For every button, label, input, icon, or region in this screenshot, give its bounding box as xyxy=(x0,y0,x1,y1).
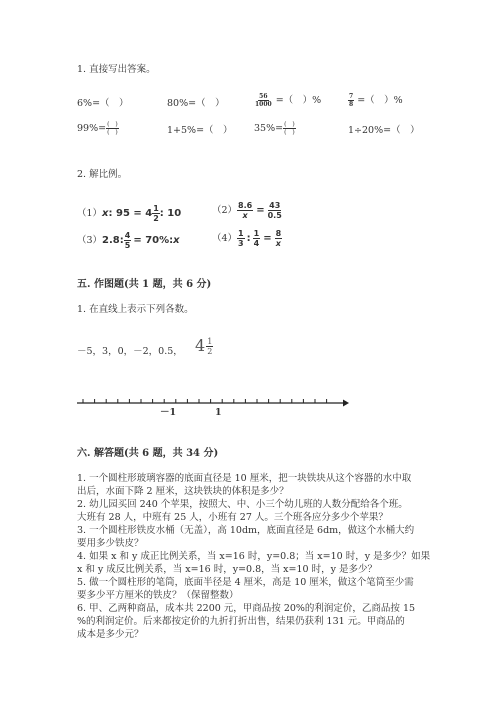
tick-label-1: 1 xyxy=(215,407,222,418)
numbers-list: －5，3，0，－2，0.5， xyxy=(77,346,183,357)
q-99-percent xyxy=(77,121,119,136)
item-label: （4） xyxy=(212,233,238,244)
proportion-4 xyxy=(212,229,282,248)
problem-line: 要用多少铁皮？ xyxy=(77,538,144,549)
proportion-3 xyxy=(77,231,180,250)
problem-line: 大班有 28 人，中班有 25 人，小班有 27 人。三个班各应分多少个苹果？ xyxy=(77,512,388,523)
frac-num: 1 xyxy=(153,204,159,213)
problem-line: 2. 幼儿园买回 240 个苹果，按照大、中、小三个幼儿班的人数分配给各个班。 xyxy=(77,499,408,510)
problem-line: 5. 做一个圆柱形的笔筒，底面半径是 4 厘米，高是 10 厘米，做这个笔筒至少需 xyxy=(77,577,414,588)
q-6-percent: 6%=（ ） xyxy=(77,98,129,109)
q-56-over-1000 xyxy=(254,93,321,108)
var-x: x xyxy=(102,208,109,219)
number-line xyxy=(75,395,350,415)
var-x: x xyxy=(173,235,180,246)
frac-den: x xyxy=(242,211,248,220)
problem-line: 成本是多少元？ xyxy=(77,629,144,640)
problem-line: 3. 一个圆柱形铁皮水桶（无盖），高 10dm，底面直径是 6dm，做这个水桶大约 xyxy=(77,525,415,536)
expr: 2.8: xyxy=(102,235,124,246)
frac-den: 5 xyxy=(124,241,131,250)
frac-num: 4 xyxy=(124,231,131,240)
expr-tail: : 10 xyxy=(159,208,182,219)
proportion-2 xyxy=(212,201,282,220)
q-35-percent xyxy=(254,121,296,136)
section5-heading: 五. 作图题(共 1 题，共 6 分) xyxy=(77,279,212,290)
frac-num: 1 xyxy=(238,229,244,238)
problem-line: 要多少平方厘米的铁皮？（保留整数） xyxy=(77,590,239,601)
arrow-right-icon xyxy=(343,400,349,407)
frac-den: ( ) xyxy=(107,129,118,136)
frac-den: 2 xyxy=(153,214,159,223)
problem-line: x 和 y 成反比例关系，当 x=16 时，y=0.8，当 x=10 时，y 是多少？ xyxy=(77,564,377,575)
frac-num: 8.6 xyxy=(238,201,253,210)
frac-den: 1000 xyxy=(255,101,272,108)
expr-tail: = 70%: xyxy=(133,235,174,246)
frac-den: x xyxy=(275,239,281,248)
frac-den: 2 xyxy=(207,346,213,356)
frac-tail: =（ ）% xyxy=(357,95,403,106)
q-80-percent: 80%=（ ） xyxy=(167,98,225,109)
frac-num: 1 xyxy=(253,229,260,238)
item-label: （1） xyxy=(77,208,103,219)
frac-num: 7 xyxy=(349,93,354,100)
frac-den: ( ) xyxy=(284,129,295,136)
proportion-1 xyxy=(77,204,181,223)
tick-label-neg1: －1 xyxy=(160,407,177,418)
problem-line: 出后，水面下降 2 厘米，这块铁块的体积是多少？ xyxy=(77,486,289,497)
equals: = xyxy=(256,205,265,216)
item-label: （2） xyxy=(212,205,238,216)
frac-den: 0.5 xyxy=(267,211,282,220)
mixed-whole: 4 xyxy=(195,336,206,355)
frac-tail: =（ ）% xyxy=(275,95,322,106)
frac-num: ( ) xyxy=(284,121,295,128)
q-head: 35%= xyxy=(254,123,284,134)
frac-den: 4 xyxy=(253,239,260,248)
q-1-plus-5-percent: 1+5%=（ ） xyxy=(167,125,233,136)
frac-num: 56 xyxy=(259,93,268,100)
section5-question: 1. 在直线上表示下列各数。 xyxy=(77,304,194,315)
colon: : xyxy=(246,233,251,244)
mixed-number xyxy=(195,336,213,356)
q-7-over-8 xyxy=(348,93,403,108)
problem-line: 1. 一个圆柱形玻璃容器的底面直径是 10 厘米，把一块铁块从这个容器的水中取 xyxy=(77,473,412,484)
expr: : 95 = 4 xyxy=(108,208,153,219)
problem-list xyxy=(77,472,431,641)
problem-line: %的利润定价。后来都按定价的九折打折出售，结果仍获利 131 元。甲商品的 xyxy=(77,616,405,627)
frac-den: 3 xyxy=(238,239,244,248)
frac-num: 43 xyxy=(269,201,281,210)
problem-line: 6. 甲、乙两种商品，成本共 2200 元，甲商品按 20%的利润定价，乙商品按 15 xyxy=(77,603,416,614)
equals: = xyxy=(263,233,272,244)
frac-num: 8 xyxy=(275,229,282,238)
problem-line: 4. 如果 x 和 y 成正比例关系，当 x=16 时，y=0.8；当 x=10 时，y 是多少？如果 xyxy=(77,551,431,562)
item-label: （3） xyxy=(77,235,103,246)
frac-den: 8 xyxy=(349,101,354,108)
q-head: 99%= xyxy=(77,123,107,134)
section6-heading: 六. 解答题(共 6 题，共 34 分) xyxy=(77,448,219,459)
q-1-div-20-percent: 1÷20%=（ ） xyxy=(348,125,420,136)
frac-num: 1 xyxy=(207,336,213,346)
frac-num: ( ) xyxy=(107,121,118,128)
section1-title: 1. 直接写出答案。 xyxy=(77,64,156,75)
section2-title: 2. 解比例。 xyxy=(77,169,128,180)
